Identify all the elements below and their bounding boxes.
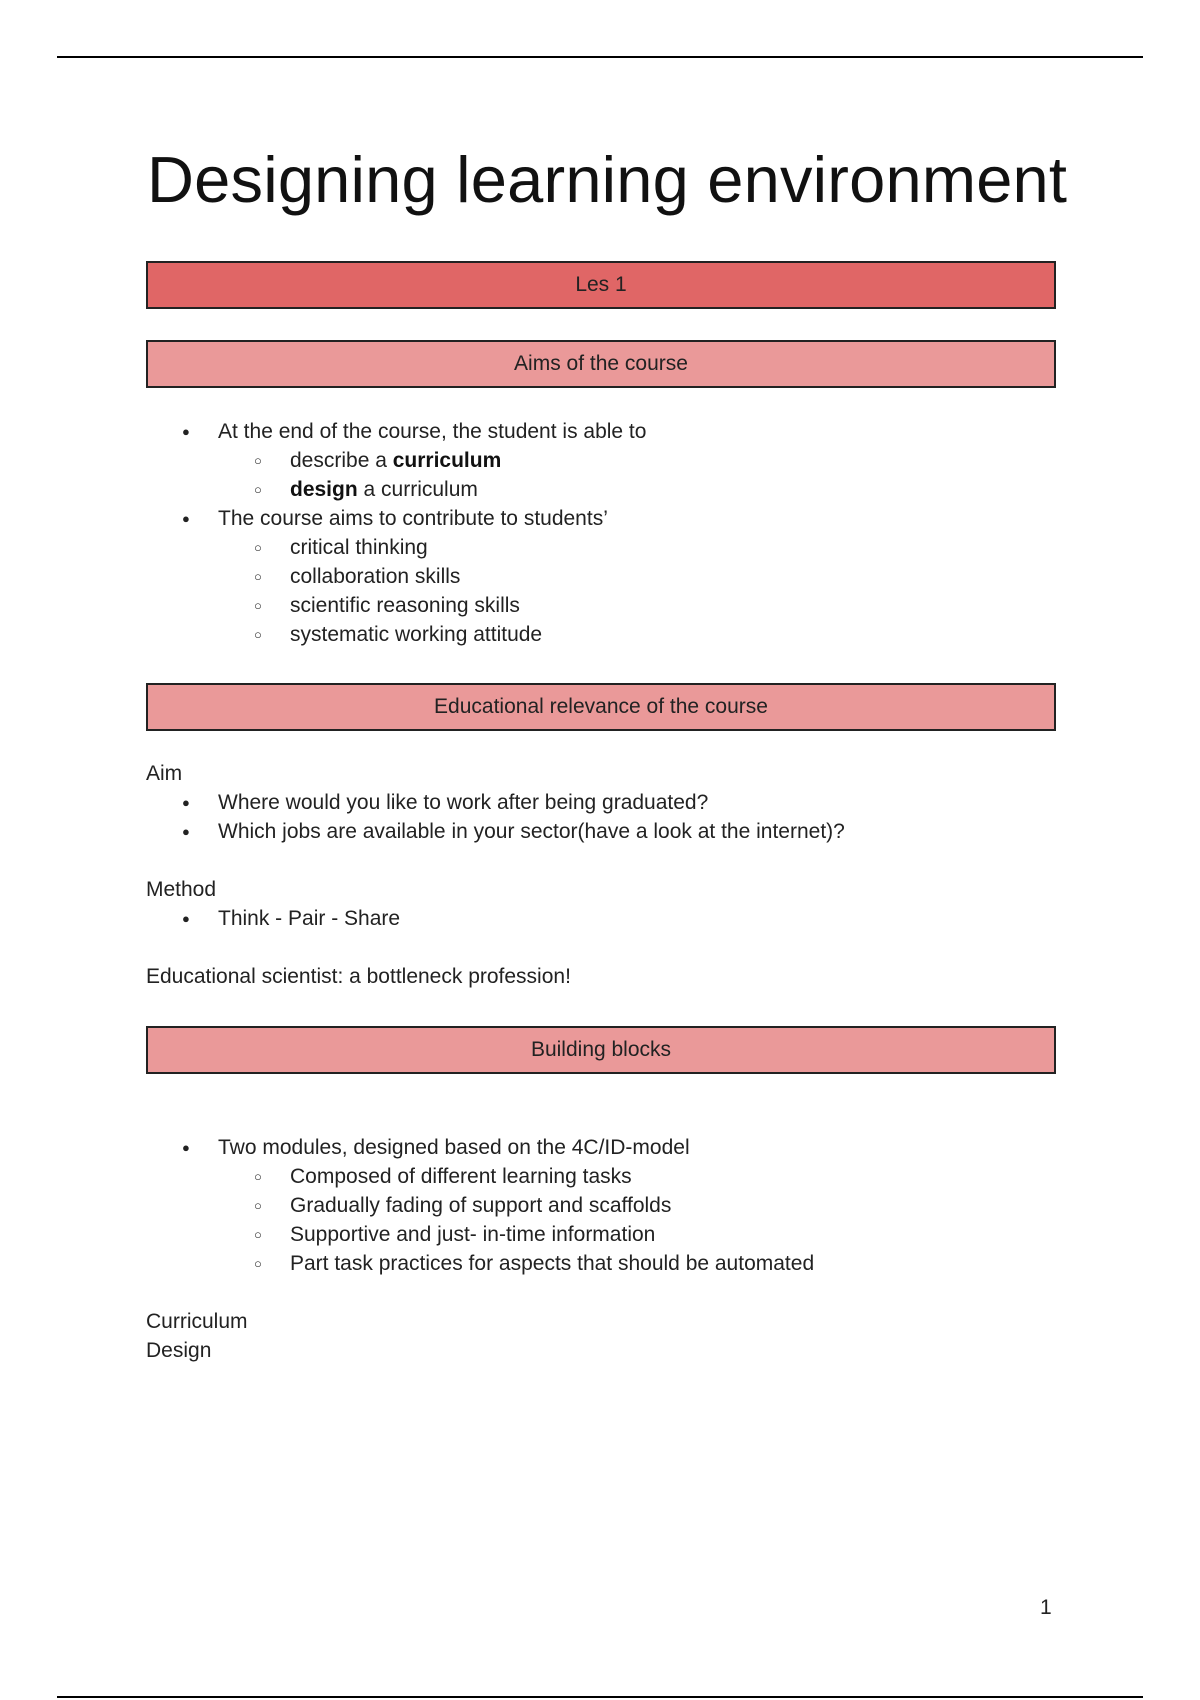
list-item: [146, 417, 646, 504]
blocks-sublist: [218, 1162, 814, 1278]
list-item: ○ Part task practices for aspects that should be automated: [218, 1249, 814, 1278]
skills-sublist: [218, 533, 646, 649]
list-item: ○ collaboration skills: [218, 562, 646, 591]
list-item-text: Two modules, designed based on the 4C/ID-model: [218, 1136, 690, 1159]
aims-list: [146, 417, 646, 649]
list-item: ○ Supportive and just- in-time information: [218, 1220, 814, 1249]
list-item: ● Which jobs are available in your sector(have a look at the internet)?: [146, 817, 845, 846]
bold-text: curriculum: [392, 449, 502, 472]
list-item: [146, 1133, 814, 1278]
list-item: [146, 504, 646, 649]
list-item-text: describe a: [290, 449, 393, 472]
page-title: Designing learning environment: [147, 143, 1068, 216]
relevance-block: [146, 759, 845, 991]
bottom-rule: [57, 1696, 1143, 1698]
design-line: Design: [146, 1339, 212, 1362]
relevance-note: Educational scientist: a bottleneck profession!: [146, 965, 571, 988]
list-item-text: The course aims to contribute to students’: [218, 507, 608, 530]
blocks-list-block: [146, 1133, 814, 1365]
section-header-building-blocks: Building blocks: [146, 1026, 1056, 1074]
aims-list-block: [146, 417, 646, 649]
list-item: ● Think - Pair - Share: [146, 904, 845, 933]
top-rule: [57, 56, 1143, 58]
list-item: ○ systematic working attitude: [218, 620, 646, 649]
list-item: [218, 446, 646, 475]
list-item: ○ scientific reasoning skills: [218, 591, 646, 620]
section-header-relevance: Educational relevance of the course: [146, 683, 1056, 731]
method-list: [146, 904, 845, 933]
blocks-list: [146, 1133, 814, 1278]
list-item-text: At the end of the course, the student is able to: [218, 420, 647, 443]
list-item: ○ Composed of different learning tasks: [218, 1162, 814, 1191]
section-header-les-1: Les 1: [146, 261, 1056, 309]
method-label: Method: [146, 878, 217, 901]
aims-sublist: [218, 446, 646, 504]
aim-label: Aim: [146, 762, 183, 785]
page-number: 1: [1040, 1596, 1052, 1619]
list-item: ○ Gradually fading of support and scaffolds: [218, 1191, 814, 1220]
aim-list: [146, 788, 845, 846]
list-item: ○ critical thinking: [218, 533, 646, 562]
list-item: ● Where would you like to work after being graduated?: [146, 788, 845, 817]
list-item: [218, 475, 646, 504]
bold-text: design: [290, 478, 358, 501]
curriculum-line: Curriculum: [146, 1310, 248, 1333]
list-item-text: a curriculum: [357, 478, 478, 501]
section-header-aims: Aims of the course: [146, 340, 1056, 388]
